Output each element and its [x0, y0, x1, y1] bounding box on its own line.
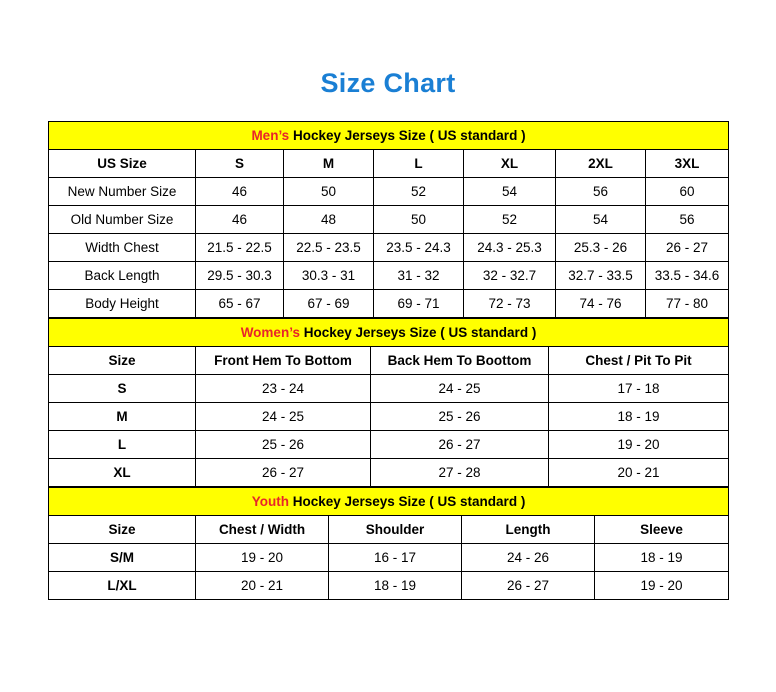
womens-row-label: M	[49, 403, 196, 431]
mens-cell: 22.5 - 23.5	[284, 234, 374, 262]
mens-cell: 54	[464, 178, 556, 206]
mens-cell: 77 - 80	[646, 290, 729, 318]
youth-col-header: Chest / Width	[196, 516, 329, 544]
mens-cell: 52	[464, 206, 556, 234]
mens-row-label: Width Chest	[49, 234, 196, 262]
table-row	[49, 206, 729, 234]
table-header-row	[49, 347, 729, 375]
size-chart-tables	[48, 99, 728, 600]
mens-cell: 48	[284, 206, 374, 234]
womens-cell: 27 - 28	[371, 459, 549, 487]
womens-col-header: Chest / Pit To Pit	[549, 347, 729, 375]
mens-cell: 29.5 - 30.3	[196, 262, 284, 290]
mens-cell: 69 - 71	[374, 290, 464, 318]
youth-col-header: Size	[49, 516, 196, 544]
mens-cell: 56	[646, 206, 729, 234]
mens-cell: 30.3 - 31	[284, 262, 374, 290]
womens-row-label: S	[49, 375, 196, 403]
mens-cell: 24.3 - 25.3	[464, 234, 556, 262]
table-row	[49, 375, 729, 403]
mens-cell: 54	[556, 206, 646, 234]
womens-cell: 19 - 20	[549, 431, 729, 459]
mens-cell: 56	[556, 178, 646, 206]
youth-cell: 16 - 17	[329, 544, 462, 572]
mens-cell: 65 - 67	[196, 290, 284, 318]
youth-row-label: S/M	[49, 544, 196, 572]
table-section-header-row	[49, 319, 729, 347]
table-section-header-row	[49, 488, 729, 516]
youth-row-label: L/XL	[49, 572, 196, 600]
mens-cell: 60	[646, 178, 729, 206]
youth-col-header: Sleeve	[595, 516, 729, 544]
womens-col-header: Front Hem To Bottom	[196, 347, 371, 375]
womens-cell: 25 - 26	[371, 403, 549, 431]
mens-cell: 26 - 27	[646, 234, 729, 262]
mens-col-header: 3XL	[646, 150, 729, 178]
womens-cell: 24 - 25	[196, 403, 371, 431]
youth-cell: 20 - 21	[196, 572, 329, 600]
mens-size-table	[48, 121, 729, 318]
mens-row-label: Old Number Size	[49, 206, 196, 234]
table-header-row	[49, 516, 729, 544]
table-row	[49, 431, 729, 459]
youth-cell: 19 - 20	[595, 572, 729, 600]
table-row	[49, 262, 729, 290]
mens-cell: 72 - 73	[464, 290, 556, 318]
mens-cell: 31 - 32	[374, 262, 464, 290]
mens-cell: 21.5 - 22.5	[196, 234, 284, 262]
mens-cell: 32.7 - 33.5	[556, 262, 646, 290]
youth-section-heading-accent: Youth	[251, 494, 289, 509]
womens-section-heading-rest: Hockey Jerseys Size ( US standard )	[299, 325, 537, 340]
youth-cell: 18 - 19	[595, 544, 729, 572]
mens-cell: 50	[284, 178, 374, 206]
mens-cell: 33.5 - 34.6	[646, 262, 729, 290]
table-row	[49, 234, 729, 262]
womens-cell: 26 - 27	[196, 459, 371, 487]
page-title: Size Chart	[320, 68, 456, 98]
mens-col-header: 2XL	[556, 150, 646, 178]
youth-cell: 26 - 27	[462, 572, 595, 600]
mens-section-heading	[49, 122, 729, 150]
mens-row-label: Back Length	[49, 262, 196, 290]
mens-row-label: Body Height	[49, 290, 196, 318]
womens-row-label: XL	[49, 459, 196, 487]
womens-size-table	[48, 318, 729, 487]
mens-cell: 74 - 76	[556, 290, 646, 318]
youth-col-header: Shoulder	[329, 516, 462, 544]
womens-cell: 24 - 25	[371, 375, 549, 403]
mens-cell: 46	[196, 206, 284, 234]
youth-section-heading-rest: Hockey Jerseys Size ( US standard )	[288, 494, 526, 509]
table-row	[49, 403, 729, 431]
womens-cell: 23 - 24	[196, 375, 371, 403]
womens-section-heading-accent: Women’s	[240, 325, 300, 340]
womens-cell: 17 - 18	[549, 375, 729, 403]
table-row	[49, 290, 729, 318]
mens-cell: 25.3 - 26	[556, 234, 646, 262]
mens-section-heading-accent: Men’s	[251, 128, 290, 143]
mens-cell: 67 - 69	[284, 290, 374, 318]
youth-cell: 24 - 26	[462, 544, 595, 572]
mens-row-label: New Number Size	[49, 178, 196, 206]
youth-cell: 18 - 19	[329, 572, 462, 600]
womens-row-label: L	[49, 431, 196, 459]
womens-cell: 25 - 26	[196, 431, 371, 459]
youth-cell: 19 - 20	[196, 544, 329, 572]
mens-col-header: XL	[464, 150, 556, 178]
mens-col-header: S	[196, 150, 284, 178]
mens-col-header: M	[284, 150, 374, 178]
mens-section-heading-rest: Hockey Jerseys Size ( US standard )	[289, 128, 526, 143]
youth-size-table	[48, 487, 729, 600]
table-row	[49, 459, 729, 487]
womens-col-header: Back Hem To Boottom	[371, 347, 549, 375]
mens-col-header: US Size	[49, 150, 196, 178]
womens-section-heading	[49, 319, 729, 347]
table-section-header-row	[49, 122, 729, 150]
table-row	[49, 544, 729, 572]
womens-cell: 26 - 27	[371, 431, 549, 459]
mens-cell: 32 - 32.7	[464, 262, 556, 290]
mens-cell: 50	[374, 206, 464, 234]
womens-col-header: Size	[49, 347, 196, 375]
table-row	[49, 572, 729, 600]
mens-cell: 23.5 - 24.3	[374, 234, 464, 262]
mens-col-header: L	[374, 150, 464, 178]
table-header-row	[49, 150, 729, 178]
youth-section-heading	[49, 488, 729, 516]
youth-col-header: Length	[462, 516, 595, 544]
table-row	[49, 178, 729, 206]
mens-cell: 46	[196, 178, 284, 206]
womens-cell: 18 - 19	[549, 403, 729, 431]
womens-cell: 20 - 21	[549, 459, 729, 487]
mens-cell: 52	[374, 178, 464, 206]
